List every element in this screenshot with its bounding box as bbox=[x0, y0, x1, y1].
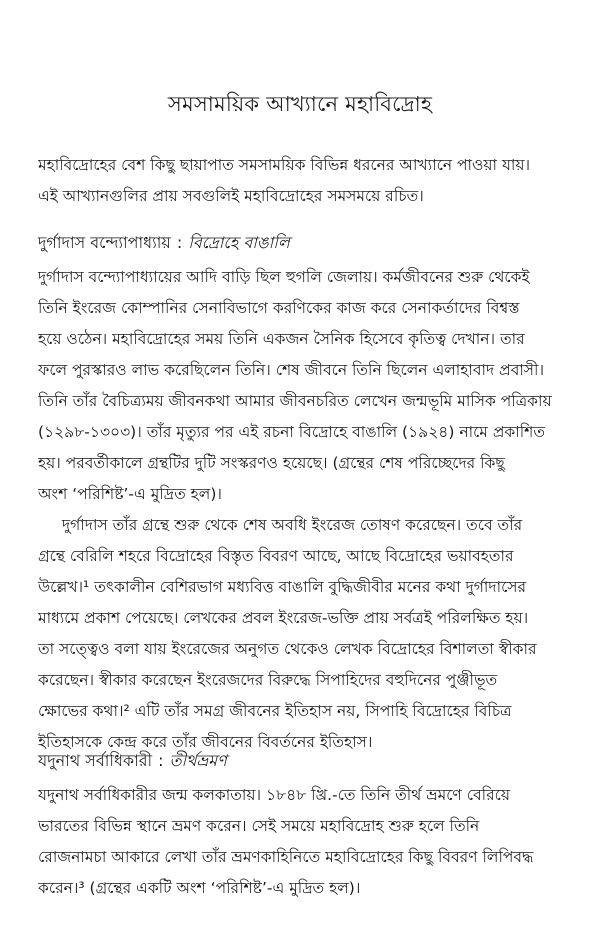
intro-paragraph bbox=[38, 150, 568, 212]
section-work-title: তীর্থভ্রমণ bbox=[169, 751, 227, 770]
paragraph-line: ইতিহাসকে কেন্দ্র করে তাঁর জীবনের বিবর্তনের ইতিহাস। bbox=[38, 733, 373, 751]
intro-line: মহাবিদ্রোহের বেশ কিছু ছায়াপাত সমসাময়িক বিভিন্ন ধরনের আখ্যানে পাওয়া যায়। bbox=[38, 156, 531, 174]
section-separator: : bbox=[158, 751, 164, 770]
section-separator: : bbox=[176, 233, 183, 252]
paragraph-line: তিনি ইংরেজ কোম্পানির সেনাবিভাগে করণিকের কাজ করে সেনাকর্তাদের বিশ্বস্ত bbox=[38, 299, 520, 317]
paragraph-line: তা সত্ত্বেও বলা যায় ইংরেজের অনুগত থেকেও লেখক বিদ্রোহের বিশালতা স্বীকার bbox=[38, 640, 537, 658]
paragraph-line: দুর্গাদাস বন্দ্যোপাধ্যায়ের আদি বাড়ি ছিল হুগলি জেলায়। কর্মজীবনের শুরু থেকেই bbox=[38, 268, 530, 286]
paragraph-line: ভারতের বিভিন্ন স্থানে ভ্রমণ করেন। সেই সময়ে মহাবিদ্রোহ শুরু হলে তিনি bbox=[38, 817, 480, 835]
paragraph-line: অংশ ‘পরিশিষ্ট’-এ মুদ্রিত হল)। bbox=[38, 485, 222, 503]
section-author: যদুনাথ সর্বাধিকারী bbox=[38, 751, 153, 770]
section-work-title: বিদ্রোহে বাঙালি bbox=[188, 233, 290, 252]
paragraph-line: দুর্গাদাস তাঁর গ্রন্থে শুরু থেকে শেষ অবধি ইংরেজ তোষণ করেছেন। তবে তাঁর bbox=[62, 516, 523, 534]
paragraph-line: তিনি তাঁর বৈচিত্র্যময় জীবনকথা আমার জীবনচরিত লেখেন জন্মভূমি মাসিক পত্রিকায় bbox=[38, 392, 552, 410]
paragraph-line: করেছেন। স্বীকার করেছেন ইংরেজদের বিরুদ্ধে সিপাহিদের বহুদিনের পুঞ্জীভূত bbox=[38, 671, 498, 689]
paragraph-line: উল্লেখ।¹ তৎকালীন বেশিরভাগ মধ্যবিত্ত বাঙালি বুদ্ধিজীবীর মনের কথা দুর্গাদাসের bbox=[38, 578, 527, 596]
paragraph-line: হয়। পরবর্তীকালে গ্রন্থটির দুটি সংস্করণও হয়েছে। (গ্রন্থের শেষ পরিচ্ছেদের কিছু bbox=[38, 454, 505, 472]
paragraph-line: ক্ষোভের কথা।² এটি তাঁর সমগ্র জীবনের ইতিহাস নয়, সিপাহি বিদ্রোহের বিচিত্র bbox=[38, 702, 512, 720]
paragraph-line: রোজনামচা আকারে লেখা তাঁর ভ্রমণকাহিনিতে মহাবিদ্রোহের কিছু বিবরণ লিপিবদ্ধ bbox=[38, 848, 534, 866]
intro-line: এই আখ্যানগুলির প্রায় সবগুলিই মহাবিদ্রোহের সমসময়ে রচিত। bbox=[38, 187, 424, 205]
page-title: সমসাময়িক আখ্যানে মহাবিদ্রোহ bbox=[167, 92, 433, 116]
paragraph-line: মাধ্যমে প্রকাশ পেয়েছে। লেখকের প্রবল ইংরেজ-ভক্তি প্রায় সর্বত্রই পরিলক্ষিত হয়। bbox=[38, 609, 529, 627]
durgadas-paragraph-2 bbox=[38, 510, 568, 758]
section-heading-jadunath bbox=[38, 748, 568, 774]
paragraph-line: করেন।³ (গ্রন্থের একটি অংশ ‘পরিশিষ্ট’-এ মুদ্রিত হল)। bbox=[38, 879, 361, 897]
paragraph-line: হয়ে ওঠেন। মহাবিদ্রোহের সময় তিনি একজন সৈনিক হিসেবে কৃতিত্ব দেখান। তার bbox=[38, 330, 525, 348]
section-heading-durgadas bbox=[38, 230, 568, 256]
paragraph-line: (১২৯৮-১৩০৩)। তাঁর মৃত্যুর পর এই রচনা বিদ্রোহে বাঙালি (১৯২৪) নামে প্রকাশিত bbox=[38, 423, 545, 441]
paragraph-line: গ্রন্থে বেরিলি শহরে বিদ্রোহের বিস্তৃত বিবরণ আছে, আছে বিদ্রোহের ভয়াবহতার bbox=[38, 547, 514, 565]
jadunath-paragraph-1 bbox=[38, 780, 568, 904]
section-author: দুর্গাদাস বন্দ্যোপাধ্যায় bbox=[38, 233, 171, 252]
durgadas-paragraph-1 bbox=[38, 262, 568, 510]
paragraph-line: ফলে পুরস্কারও লাভ করেছিলেন তিনি। শেষ জীবনে তিনি ছিলেন এলাহাবাদ প্রবাসী। bbox=[38, 361, 545, 379]
paragraph-line: যদুনাথ সর্বাধিকারীর জন্ম কলকাতায়। ১৮৪৮ খ্রি.-তে তিনি তীর্থ ভ্রমণে বেরিয়ে bbox=[38, 786, 510, 804]
